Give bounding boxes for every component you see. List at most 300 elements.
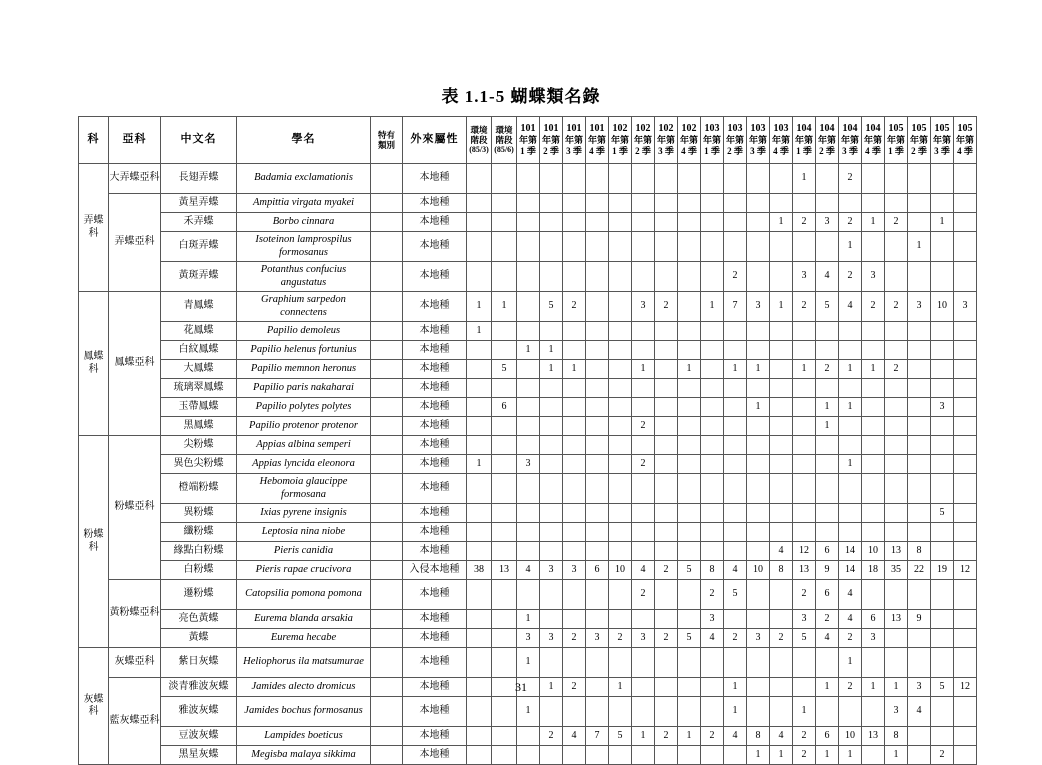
cell-count [931, 648, 954, 678]
quarter-line2: 年第 [610, 135, 629, 146]
cell-count [701, 164, 724, 194]
cell-subfamily: 鳳蝶亞科 [109, 292, 161, 436]
cell-count [701, 322, 724, 341]
cell-count [770, 610, 793, 629]
cell-count [724, 523, 747, 542]
cell-count [563, 580, 586, 610]
cell-count [701, 542, 724, 561]
cell-count [747, 580, 770, 610]
cell-count [862, 474, 885, 504]
cell-count [885, 194, 908, 213]
stage2-line3: (85/6) [494, 145, 514, 155]
cell-scientific-name: Jamides alecto dromicus [237, 678, 371, 697]
cell-count [632, 504, 655, 523]
cell-count [839, 322, 862, 341]
quarter-line3: 4 季 [681, 146, 697, 157]
quarter-line2: 年第 [863, 135, 882, 146]
cell-endemic-category [371, 580, 403, 610]
quarter-line3: 1 季 [796, 146, 812, 157]
cell-count [954, 341, 977, 360]
cell-count [908, 727, 931, 746]
cell-endemic-category [371, 232, 403, 262]
cell-endemic-category [371, 455, 403, 474]
cell-count [540, 474, 563, 504]
cell-count [586, 504, 609, 523]
cell-count: 9 [816, 561, 839, 580]
header-exotic-attribute: 外來屬性 [403, 117, 467, 164]
cell-count [632, 164, 655, 194]
cell-count [931, 194, 954, 213]
cell-count: 3 [793, 610, 816, 629]
cell-count: 1 [563, 360, 586, 379]
cell-chinese-name: 纖粉蝶 [161, 523, 237, 542]
cell-count: 10 [609, 561, 632, 580]
quarter-year: 101 [543, 122, 559, 134]
cell-chinese-name: 玉帶鳳蝶 [161, 398, 237, 417]
cell-count [678, 455, 701, 474]
cell-scientific-name: Jamides bochus formosanus [237, 697, 371, 727]
cell-count [724, 164, 747, 194]
cell-count [747, 474, 770, 504]
cell-family: 弄蝶科 [79, 164, 109, 292]
cell-count [747, 322, 770, 341]
cell-count: 4 [816, 262, 839, 292]
cell-count: 2 [793, 580, 816, 610]
quarter-line3: 2 季 [635, 146, 651, 157]
cell-count [908, 360, 931, 379]
cell-count [632, 194, 655, 213]
quarter-line2: 年第 [794, 135, 813, 146]
cell-count: 4 [908, 697, 931, 727]
cell-count [701, 648, 724, 678]
cell-count [586, 648, 609, 678]
cell-exotic-attribute: 本地種 [403, 746, 467, 765]
cell-count [816, 504, 839, 523]
cell-count: 2 [816, 610, 839, 629]
quarter-year: 102 [635, 122, 651, 134]
cell-count [908, 580, 931, 610]
cell-count [655, 262, 678, 292]
quarter-line2: 年第 [725, 135, 744, 146]
cell-count: 18 [862, 561, 885, 580]
cell-count: 1 [467, 322, 492, 341]
cell-count [908, 648, 931, 678]
cell-count [492, 580, 517, 610]
cell-count [655, 232, 678, 262]
quarter-year: 102 [658, 122, 674, 134]
cell-count: 6 [816, 580, 839, 610]
cell-scientific-name: Eurema hecabe [237, 629, 371, 648]
cell-count [885, 262, 908, 292]
cell-count [540, 697, 563, 727]
cell-count [467, 523, 492, 542]
cell-count [770, 436, 793, 455]
cell-count [517, 232, 540, 262]
quarter-line3: 4 季 [957, 146, 973, 157]
cell-count: 9 [908, 610, 931, 629]
cell-count: 1 [632, 727, 655, 746]
cell-count [770, 648, 793, 678]
cell-scientific-name: Eurema blanda arsakia [237, 610, 371, 629]
cell-exotic-attribute: 本地種 [403, 678, 467, 697]
cell-count [908, 213, 931, 232]
cell-count: 2 [701, 580, 724, 610]
cell-count [724, 379, 747, 398]
cell-count: 38 [467, 561, 492, 580]
cell-count: 5 [724, 580, 747, 610]
cell-count [724, 322, 747, 341]
cell-count: 5 [609, 727, 632, 746]
cell-count [586, 164, 609, 194]
header-row [79, 117, 977, 164]
cell-count [540, 417, 563, 436]
cell-count [862, 455, 885, 474]
cell-count [632, 697, 655, 727]
cell-count [586, 360, 609, 379]
cell-count [467, 232, 492, 262]
cell-count [609, 542, 632, 561]
cell-count [492, 746, 517, 765]
cell-count [862, 504, 885, 523]
cell-count [954, 580, 977, 610]
cell-count [793, 504, 816, 523]
quarter-line3: 2 季 [727, 146, 743, 157]
cell-count [954, 629, 977, 648]
cell-count: 1 [770, 746, 793, 765]
cell-count: 2 [839, 164, 862, 194]
cell-count [701, 523, 724, 542]
header-subfamily: 亞科 [109, 117, 161, 164]
cell-count: 12 [954, 678, 977, 697]
cell-count [586, 262, 609, 292]
cell-scientific-name: Heliophorus ila matsumurae [237, 648, 371, 678]
cell-exotic-attribute: 本地種 [403, 262, 467, 292]
cell-count: 1 [724, 678, 747, 697]
cell-count [770, 322, 793, 341]
table-row [79, 213, 977, 232]
cell-count [678, 379, 701, 398]
cell-count [747, 213, 770, 232]
cell-count [931, 474, 954, 504]
cell-chinese-name: 大鳳蝶 [161, 360, 237, 379]
cell-count: 1 [816, 398, 839, 417]
cell-count [862, 697, 885, 727]
cell-count [701, 436, 724, 455]
header-quarter-103-3 [747, 117, 770, 164]
cell-count: 3 [540, 561, 563, 580]
cell-count [885, 436, 908, 455]
cell-count [839, 417, 862, 436]
cell-count [839, 504, 862, 523]
cell-exotic-attribute: 本地種 [403, 697, 467, 727]
cell-count: 2 [632, 417, 655, 436]
cell-count [632, 542, 655, 561]
cell-count [931, 360, 954, 379]
stage2-line1: 環境 [495, 124, 513, 135]
cell-endemic-category [371, 379, 403, 398]
cell-count [724, 542, 747, 561]
quarter-line3: 3 季 [658, 146, 674, 157]
cell-count: 2 [724, 262, 747, 292]
cell-exotic-attribute: 入侵本地種 [403, 561, 467, 580]
cell-count: 1 [517, 610, 540, 629]
cell-count: 10 [862, 542, 885, 561]
cell-count [655, 746, 678, 765]
cell-count: 1 [517, 341, 540, 360]
cell-count [467, 398, 492, 417]
cell-count [931, 697, 954, 727]
cell-count: 1 [540, 678, 563, 697]
cell-count: 3 [954, 292, 977, 322]
quarter-year: 102 [612, 122, 628, 134]
cell-count [540, 232, 563, 262]
stage1-line1: 環境 [470, 124, 488, 135]
cell-count [908, 523, 931, 542]
cell-count [793, 474, 816, 504]
cell-count [563, 232, 586, 262]
cell-subfamily: 大弄蝶亞科 [109, 164, 161, 194]
cell-count [885, 523, 908, 542]
cell-count [678, 474, 701, 504]
quarter-line3: 1 季 [888, 146, 904, 157]
cell-count [816, 455, 839, 474]
cell-count: 1 [839, 360, 862, 379]
cell-count [747, 262, 770, 292]
cell-chinese-name: 黃斑弄蝶 [161, 262, 237, 292]
cell-count: 1 [793, 697, 816, 727]
cell-count [793, 194, 816, 213]
cell-exotic-attribute: 本地種 [403, 436, 467, 455]
quarter-line2: 年第 [679, 135, 698, 146]
cell-count [563, 504, 586, 523]
cell-chinese-name: 雅波灰蝶 [161, 697, 237, 727]
table-row [79, 322, 977, 341]
cell-count [563, 213, 586, 232]
cell-count [492, 455, 517, 474]
cell-count [655, 436, 678, 455]
table-row [79, 697, 977, 727]
cell-count [954, 697, 977, 727]
cell-count [908, 474, 931, 504]
cell-count [885, 322, 908, 341]
cell-chinese-name: 花鳳蝶 [161, 322, 237, 341]
cell-count [747, 436, 770, 455]
quarter-line3: 4 季 [865, 146, 881, 157]
cell-count [655, 648, 678, 678]
cell-endemic-category [371, 727, 403, 746]
cell-count [954, 436, 977, 455]
cell-count [609, 213, 632, 232]
cell-count [540, 504, 563, 523]
cell-count [747, 542, 770, 561]
cell-subfamily: 弄蝶亞科 [109, 194, 161, 292]
cell-count [609, 360, 632, 379]
cell-count [586, 194, 609, 213]
cell-count [931, 417, 954, 436]
cell-count: 5 [678, 561, 701, 580]
cell-count [492, 542, 517, 561]
quarter-line2: 年第 [909, 135, 928, 146]
cell-endemic-category [371, 629, 403, 648]
cell-chinese-name: 白粉蝶 [161, 561, 237, 580]
cell-count: 1 [908, 232, 931, 262]
cell-count [609, 504, 632, 523]
cell-count [678, 436, 701, 455]
cell-count [632, 523, 655, 542]
cell-count [954, 213, 977, 232]
cell-count: 2 [839, 678, 862, 697]
cell-count [931, 455, 954, 474]
cell-count: 5 [492, 360, 517, 379]
cell-count [586, 398, 609, 417]
cell-count: 1 [701, 292, 724, 322]
cell-count [609, 746, 632, 765]
cell-count: 6 [816, 542, 839, 561]
cell-exotic-attribute: 本地種 [403, 474, 467, 504]
cell-endemic-category [371, 322, 403, 341]
cell-chinese-name: 黑鳳蝶 [161, 417, 237, 436]
cell-count [839, 523, 862, 542]
cell-count [724, 455, 747, 474]
cell-count: 2 [839, 262, 862, 292]
cell-scientific-name: Leptosia nina niobe [237, 523, 371, 542]
cell-count: 13 [885, 542, 908, 561]
cell-count: 3 [862, 629, 885, 648]
cell-count [517, 727, 540, 746]
cell-count [563, 610, 586, 629]
quarter-line2: 年第 [771, 135, 790, 146]
cell-count [517, 262, 540, 292]
cell-count: 3 [586, 629, 609, 648]
cell-scientific-name: Megisba malaya sikkima [237, 746, 371, 765]
cell-count [908, 436, 931, 455]
cell-count: 3 [563, 561, 586, 580]
cell-count [467, 360, 492, 379]
cell-count [954, 504, 977, 523]
table-row [79, 455, 977, 474]
cell-chinese-name: 緣點白粉蝶 [161, 542, 237, 561]
cell-count [467, 727, 492, 746]
cell-count [492, 322, 517, 341]
cell-count: 2 [655, 292, 678, 322]
cell-count: 12 [954, 561, 977, 580]
table-row [79, 610, 977, 629]
cell-count: 2 [885, 213, 908, 232]
cell-count: 5 [793, 629, 816, 648]
cell-family: 粉蝶科 [79, 436, 109, 648]
table-row [79, 436, 977, 455]
cell-count [678, 232, 701, 262]
cell-endemic-category [371, 417, 403, 436]
cell-count [793, 648, 816, 678]
cell-count [793, 455, 816, 474]
cell-count [563, 648, 586, 678]
cell-count [908, 455, 931, 474]
cell-count [563, 341, 586, 360]
cell-count [540, 164, 563, 194]
cell-endemic-category [371, 194, 403, 213]
header-quarter-103-1 [701, 117, 724, 164]
cell-count [655, 379, 678, 398]
cell-count [954, 474, 977, 504]
cell-exotic-attribute: 本地種 [403, 727, 467, 746]
header-quarter-105-2 [908, 117, 931, 164]
cell-count [540, 610, 563, 629]
cell-count: 2 [770, 629, 793, 648]
cell-count [701, 262, 724, 292]
cell-count [492, 697, 517, 727]
header-quarter-104-4 [862, 117, 885, 164]
cell-count [540, 398, 563, 417]
cell-count [885, 504, 908, 523]
cell-count [517, 417, 540, 436]
cell-count: 2 [931, 746, 954, 765]
cell-count: 4 [839, 292, 862, 322]
cell-count [816, 436, 839, 455]
cell-count: 2 [839, 213, 862, 232]
quarter-year: 103 [704, 122, 720, 134]
cell-count [770, 262, 793, 292]
cell-count: 3 [632, 629, 655, 648]
cell-count [770, 580, 793, 610]
cell-count [678, 746, 701, 765]
cell-count: 7 [586, 727, 609, 746]
cell-count [492, 417, 517, 436]
cell-count [724, 504, 747, 523]
cell-count: 3 [540, 629, 563, 648]
cell-count: 4 [632, 561, 655, 580]
butterfly-species-table [78, 116, 977, 765]
cell-count [885, 629, 908, 648]
cell-count: 4 [770, 542, 793, 561]
cell-count [954, 322, 977, 341]
cell-subfamily: 藍灰蝶亞科 [109, 678, 161, 765]
cell-count: 1 [747, 746, 770, 765]
quarter-line3: 3 季 [566, 146, 582, 157]
cell-chinese-name: 紫日灰蝶 [161, 648, 237, 678]
cell-count [586, 580, 609, 610]
cell-count [586, 697, 609, 727]
cell-scientific-name: Pieris canidia [237, 542, 371, 561]
cell-count [609, 322, 632, 341]
endemic-line2: 類別 [377, 140, 395, 150]
table-row [79, 341, 977, 360]
cell-chinese-name: 遷粉蝶 [161, 580, 237, 610]
table-row [79, 379, 977, 398]
cell-count [492, 523, 517, 542]
cell-count: 8 [885, 727, 908, 746]
cell-count [862, 436, 885, 455]
cell-count [609, 379, 632, 398]
cell-count: 2 [655, 561, 678, 580]
cell-count: 1 [816, 746, 839, 765]
cell-count [467, 379, 492, 398]
cell-count: 1 [747, 398, 770, 417]
cell-count [492, 504, 517, 523]
cell-count [655, 194, 678, 213]
quarter-year: 105 [911, 122, 927, 134]
header-quarter-102-3 [655, 117, 678, 164]
table-row [79, 262, 977, 292]
cell-count [908, 379, 931, 398]
cell-count: 6 [816, 727, 839, 746]
header-endemic-category [371, 117, 403, 164]
cell-count [678, 292, 701, 322]
cell-count [517, 746, 540, 765]
cell-count [862, 379, 885, 398]
cell-count [885, 398, 908, 417]
cell-count [701, 417, 724, 436]
